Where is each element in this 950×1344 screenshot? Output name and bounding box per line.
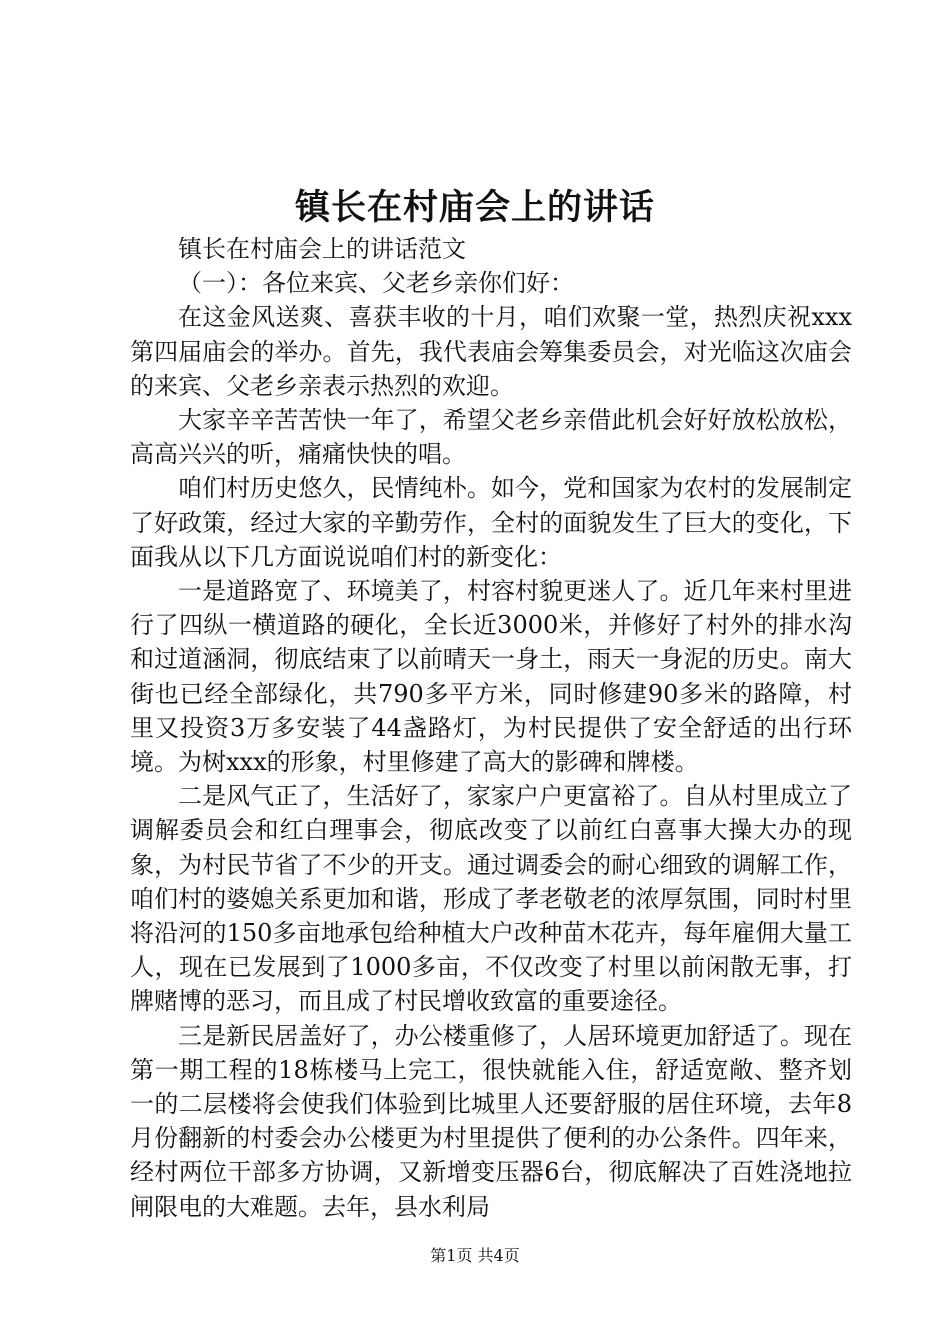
- paragraph: 一是道路宽了、环境美了，村容村貌更迷人了。近几年来村里进行了四纵一横道路的硬化，全长近3000米，并修好了村外的排水沟和过道涵洞，彻底结束了以前晴天一身土，雨天一身泥的历史。南大街也已经全部绿化，共790多平方米，同时修建90多米的路障，村里又投资3万多安装了44盏路灯，为村民提供了安全舒适的出行环境。为树xxx的形象，村里修建了高大的影碑和牌楼。: [130, 577, 852, 777]
- paragraph: 二是风气正了，生活好了，家家户户更富裕了。自从村里成立了调解委员会和红白理事会，彻底改变了以前红白喜事大操大办的现象，为村民节省了不少的开支。通过调委会的耐心细致的调解工作，咱们村的婆媳关系更加和谐，形成了孝老敬老的浓厚氛围，同时村里将沿河的150多亩地承包给种植大户改种苗木花卉，每年雇佣大量工人，现在已发展到了1000多亩，不仅改变了村里以前闲散无事，打牌赌博的恶习，而且成了村民增收致富的重要途径。: [130, 782, 852, 1016]
- paragraph: 在这金风送爽、喜获丰收的十月，咱们欢聚一堂，热烈庆祝xxx第四届庙会的举办。首先，我代表庙会筹集委员会，对光临这次庙会的来宾、父老乡亲表示热烈的欢迎。: [130, 303, 852, 400]
- document-title: 镇长在村庙会上的讲话: [294, 187, 655, 228]
- document-body: [130, 232, 852, 1224]
- paragraph: 咱们村历史悠久，民情纯朴。如今，党和国家为农村的发展制定了好政策，经过大家的辛勤劳作，全村的面貌发生了巨大的变化，下面我从以下几方面说说咱们村的新变化：: [130, 474, 852, 571]
- paragraph-greeting: （一）：各位来宾、父老乡亲你们好：: [178, 269, 574, 298]
- paragraph: 大家辛辛苦苦快一年了，希望父老乡亲借此机会好好放松放松，高高兴兴的听，痛痛快快的唱。: [130, 406, 852, 469]
- paragraph: 三是新民居盖好了，办公楼重修了，人居环境更加舒适了。现在第一期工程的18栋楼马上完工，很快就能入住，舒适宽敞、整齐划一的二层楼将会使我们体验到比城里人还要舒服的居住环境，去年8月份翻新的村委会办公楼更为村里提供了便利的办公条件。四年来，经村两位干部多方协调，又新增变压器6台，彻底解决了百姓浇地拉闸限电的大难题。去年，县水利局: [130, 1021, 852, 1221]
- paragraph-subtitle: 镇长在村庙会上的讲话范文: [178, 235, 466, 263]
- page-footer: 第1页 共4页: [430, 1246, 520, 1265]
